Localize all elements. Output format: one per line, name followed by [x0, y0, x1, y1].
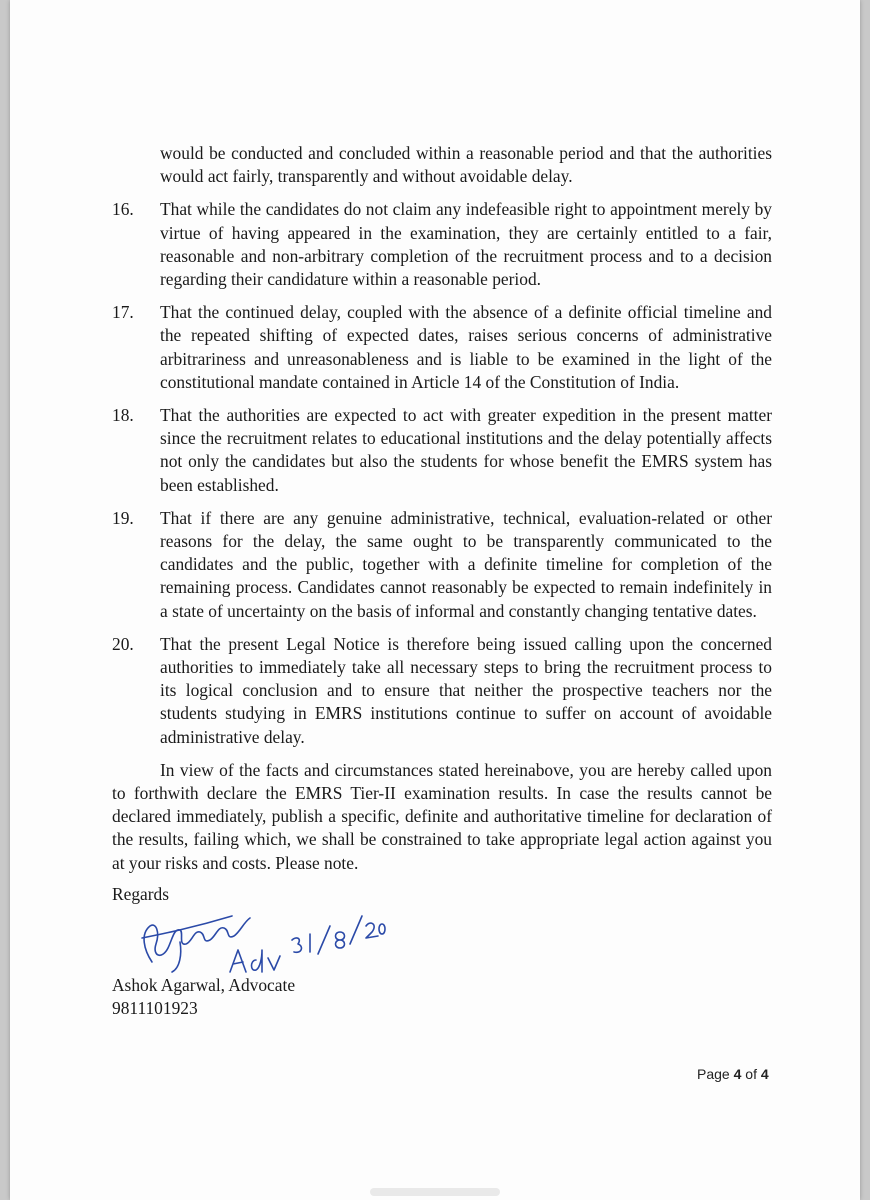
numbered-paragraph-17: [112, 301, 772, 394]
paragraph-text: That if there are any genuine administrative, technical, evaluation-related or other reasons for the delay, the same ought to be transparently communicated to the candidates and the public, together with a definite timeline for completion of the remaining process. Candidates cannot reasonably be expected to remain indefinitely in a state of uncertainty on the basis of informal and constantly changing tentative dates.: [160, 507, 772, 621]
closing-paragraph: In view of the facts and circumstances stated hereinabove, you are hereby called upon to forthwith declare the EMRS Tier-II examination results. In case the results cannot be declared immediately, publish a specific, definite and authoritative timeline for declaration of the results, failing which, we shall be constrained to take appropriate legal action against you at your risks and costs. Please note.: [112, 759, 772, 873]
signatory-phone: 9811101923: [112, 998, 198, 1019]
paragraph-text: That the continued delay, coupled with the absence of a definite official timeline and the repeated shifting of expected dates, raises serious concerns of administrative arbitrariness and unreasonableness and is liable to be examined in the light of the constitutional mandate contained in Article 14 of the Constitution of India.: [160, 302, 772, 392]
document-page: [10, 0, 860, 1200]
numbered-paragraph-19: [112, 507, 772, 623]
numbered-paragraph-20: [112, 633, 772, 749]
paragraph-number: 18.: [112, 405, 134, 426]
handwritten-signature: [122, 898, 392, 978]
continuation-paragraph: would be conducted and concluded within a reasonable period and that the authorities would act fairly, transparently and without avoidable delay.: [160, 143, 772, 187]
page-number: Page 4 of 4: [697, 1066, 769, 1082]
paragraph-number: 17.: [112, 302, 134, 323]
numbered-paragraph-16: [112, 198, 772, 291]
numbered-paragraphs: [112, 198, 772, 748]
paragraph-text: That while the candidates do not claim any indefeasible right to appointment merely by virtue of having appeared in the examination, they are certainly entitled to a fair, reasonable and non-arbitrary completion of the recruitment process and to a decision regarding their candidature within a reasonable period.: [160, 199, 772, 290]
regards-text: Regards: [112, 883, 169, 904]
scan-artifact: [370, 1188, 500, 1196]
paragraph-text: That the authorities are expected to act with greater expedition in the present matter since the recruitment relates to educational institutions and the delay potentially affects not only the candidates but also the students for whose benefit the EMRS system has been established.: [160, 405, 772, 495]
paragraph-number: 19.: [112, 507, 134, 528]
signatory-name: Ashok Agarwal, Advocate: [112, 975, 296, 996]
paragraph-number: 16.: [112, 199, 134, 220]
paragraph-number: 20.: [112, 633, 134, 654]
document-body: [112, 142, 772, 1021]
signature-block: [112, 906, 772, 974]
paragraph-text: That the present Legal Notice is therefore being issued calling upon the concerned authorities to immediately take all necessary steps to bring the recruitment process to its logical conclusion and to ensure that neither the prospective teachers nor the students studying in EMRS institutions continue to suffer on account of avoidable administrative delay.: [160, 633, 772, 747]
numbered-paragraph-18: [112, 404, 772, 497]
